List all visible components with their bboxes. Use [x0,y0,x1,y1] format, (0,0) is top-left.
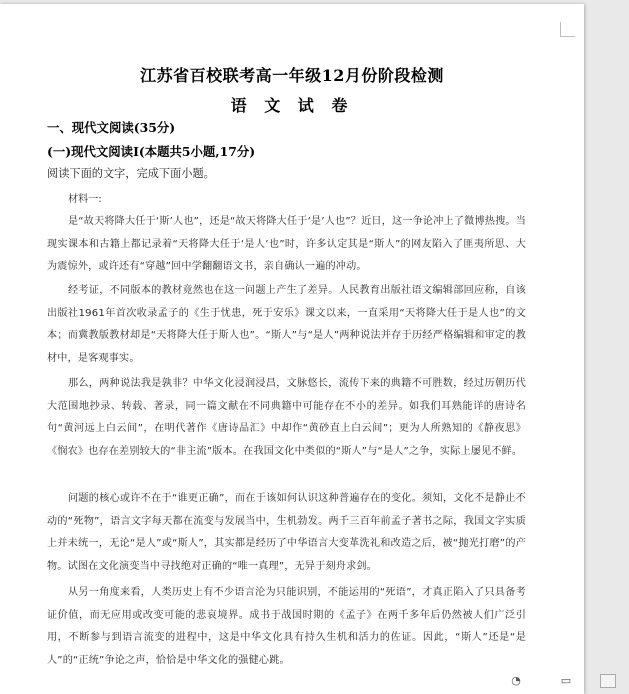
paragraph-2: 经考证，不同版本的教材竟然也在这一问题上产生了差异。人民教育出版社语文编辑部回应称，自该出版社1961年首次收录孟子的《生于忧患，死于安乐》课文以来，一直采用“天将降大任于是人也”的文本；而冀教版教材却是“天将降大任于斯人也”。“斯人”与“是人”两种说法并存于历经严格编辑和审定的教材中，是客观事实。 [47,285,526,364]
instruction-text: 阅读下面的文字，完成下面小题。 [47,167,215,180]
paragraph-3: 那么，两种说法我是孰非？中华文化浸润浸昌，文脉悠长，流传下来的典籍不可胜数，经过历朝历代大范围地抄录、转载、著录，同一篇文献在不同典籍中可能存在不小的差异。如我们耳熟能详的唐诗名句“黄河远上白云间”，在明代著作《唐诗品汇》中却作“黄砂直上白云间”；更为人所熟知的《静夜思》《悯农》也存在差别较大的“非主流”版本。在我国文化中类似的“斯人”与“是人”之争，实际上屡见不鲜。 [47,378,526,457]
paragraph-1: 是“故天将降大任于‘斯’人也”，还是“故天将降大任于‘是’人也”？近日，这一争论冲上了微博热搜。当现实课本和古籍上都记录着“天将降大任于‘是人’也”时，许多认定其是“斯人”的网友陷入了匪夷所思、大为震惊外，或许还有“穿越”回中学翻翻语文书，亲自确认一遍的冲动。 [47,216,526,272]
section-heading: 一、现代文阅读(35分) [47,120,176,135]
paragraph-4: 问题的核心或许不在于“谁更正确”，而在于该如何认识这种普遍存在的变化。须知，文化不是静止不动的“死物”，语言文字每天都在流变与发展当中，生机勃发。两千三百年前孟子著书之际，我国文字实质上并未统一，无论“是人”或“斯人”，其实都是经历了中华语言大变革洗礼和改造之后，被“抛光打磨”的产物。试图在文化演变当中寻找绝对正确的“唯一真理”，无异于刻舟求剑。 [47,493,526,572]
paragraph-5: 从另一角度来看，人类历史上有不少语言沦为只能识别，不能运用的“死语”，才真正陷入了只具备考证价值，而无应用或改变可能的悲哀境界。成书于战国时期的《孟子》在两千多年后仍然被人们广泛引用，不断参与到语言流变的进程中，这是中华文化具有持久生机和活力的佐证。因此，“斯人”还是“是人”的“正统”争论之声，恰恰是中华文化的强健心跳。 [47,587,526,666]
material-label: 材料一: [68,194,102,205]
zoom-icon[interactable]: ◔ [511,674,521,687]
document-subtitle: 语 文 试 卷 [230,96,354,115]
page-corner-mark [560,22,575,37]
subsection-heading: (一)现代文阅读Ⅰ(本题共5小题,17分) [47,144,256,159]
document-title: 江苏省百校联考高一年级12月份阶段检测 [140,66,444,85]
document-page [0,4,584,694]
page-view-icon[interactable]: ▭ [560,674,572,687]
